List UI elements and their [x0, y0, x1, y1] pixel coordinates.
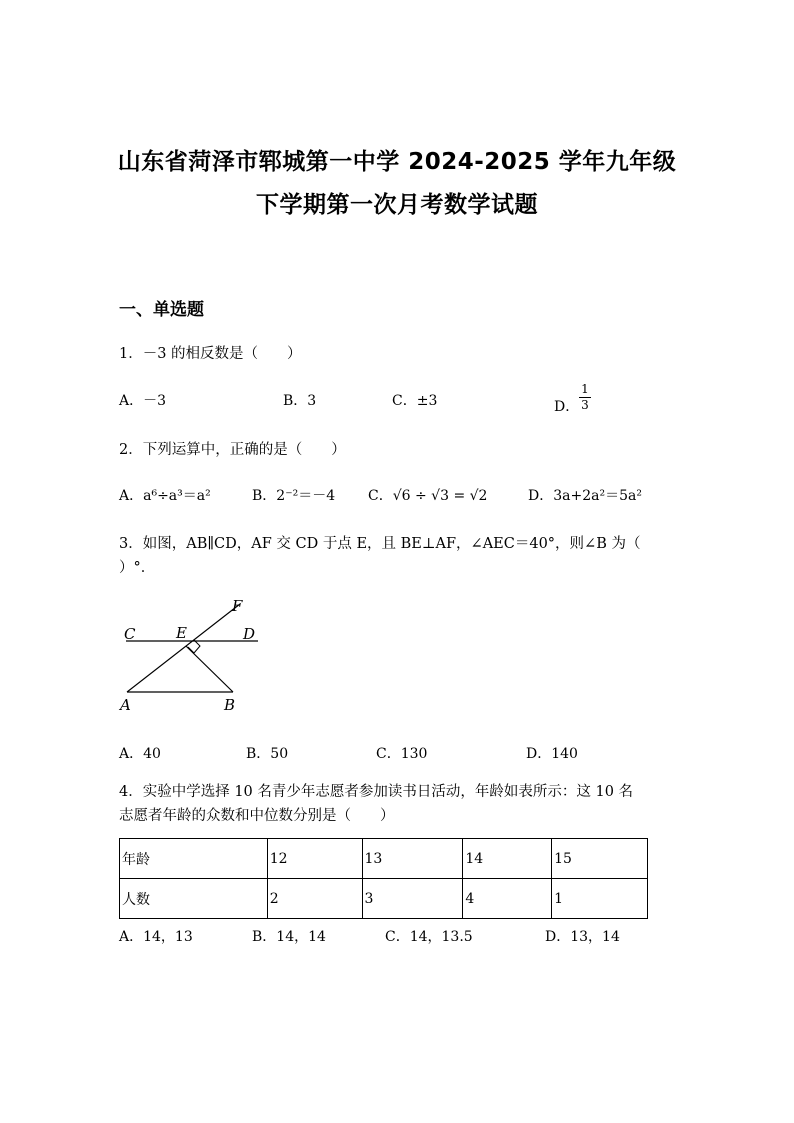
q4-option-d: D．13，14 [545, 929, 620, 945]
q4-option-b: B．14，14 [252, 929, 326, 945]
q2-option-c: C．√6 ÷ √3 = √2 [368, 488, 488, 504]
page-title-line1: 山东省菏泽市郓城第一中学 2024-2025 学年九年级 [117, 149, 677, 175]
table-cell: 12 [267, 839, 362, 879]
q1-option-a: A．－3 [119, 393, 167, 409]
age-table [119, 838, 648, 919]
table-cell: 14 [463, 839, 552, 879]
q1-option-c: C．±3 [392, 393, 438, 409]
table-row [120, 839, 648, 879]
geometry-figure [110, 592, 280, 722]
section-heading: 一、单选题 [119, 300, 204, 320]
table-cell: 15 [552, 839, 648, 879]
fraction-denominator: 3 [581, 398, 589, 412]
table-cell: 2 [267, 879, 362, 919]
line-be [186, 646, 233, 692]
q2-option-b: B．2⁻²＝－4 [252, 488, 336, 504]
label-d: D [243, 625, 256, 643]
label-b: B [224, 696, 236, 714]
table-cell: 1 [552, 879, 648, 919]
fraction-numerator: 1 [581, 382, 589, 396]
q2-option-d: D．3a+2a²＝5a² [528, 488, 642, 504]
table-cell: 13 [362, 839, 463, 879]
q2-stem: 2．下列运算中，正确的是（ ） [119, 442, 346, 458]
q3-option-b: B．50 [246, 746, 289, 762]
q4-option-c: C．14，13.5 [385, 929, 473, 945]
table-cell: 年龄 [120, 839, 268, 879]
label-e: E [176, 624, 187, 642]
table-cell: 人数 [120, 879, 268, 919]
q1-stem: 1．－3 的相反数是（ ） [119, 346, 302, 362]
q4-stem-line2: 志愿者年龄的众数和中位数分别是（ ） [119, 808, 395, 824]
table-cell: 4 [463, 879, 552, 919]
q4-stem-line1: 4．实验中学选择 10 名青少年志愿者参加读书日活动，年龄如表所示：这 10 名 [119, 784, 634, 800]
q1-option-d-label: D． [554, 399, 580, 415]
q3-stem-line2: ）°． [119, 560, 156, 576]
line-af [127, 604, 240, 692]
table-row [120, 879, 648, 919]
page-title-line2: 下学期第一次月考数学试题 [256, 192, 538, 218]
label-f: F [232, 597, 243, 615]
label-a: A [120, 696, 131, 714]
q2-option-a: A．a⁶÷a³＝a² [119, 488, 211, 504]
q4-option-a: A．14，13 [119, 929, 193, 945]
q3-option-a: A．40 [119, 746, 161, 762]
table-cell: 3 [362, 879, 463, 919]
q3-option-c: C．130 [376, 746, 428, 762]
q1-option-d-fraction [579, 383, 591, 412]
label-c: C [124, 625, 136, 643]
right-angle-mark [188, 640, 200, 653]
q1-option-b: B．3 [283, 393, 317, 409]
q3-stem-line1: 3．如图，AB∥CD，AF 交 CD 于点 E，且 BE⊥AF，∠AEC＝40°，则∠B 为（ [119, 536, 641, 552]
q3-option-d: D．140 [526, 746, 578, 762]
